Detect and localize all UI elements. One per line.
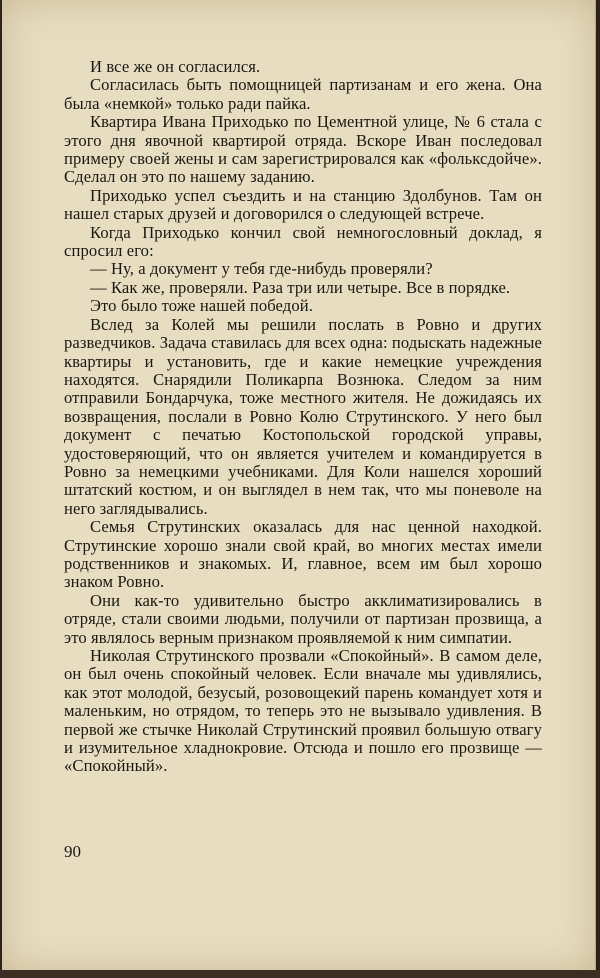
paragraph: Они как-то удивительно быстро акклиматизировались в отряде, стали своими людьми, получили от партизан прозвища, а это являлось верным признаком проявляемой к ним симпатии. bbox=[64, 590, 542, 647]
paragraph: Приходько успел съездить и на станцию Здолбунов. Там он нашел старых друзей и договорился о следующей встрече. bbox=[64, 185, 542, 224]
page-edge-shadow bbox=[0, 970, 600, 978]
paragraph: Семья Струтинских оказалась для нас ценной находкой. Струтинские хорошо знали свой край, во многих местах имели родственников и знакомых. И, главное, всем им был хорошо знаком Ровно. bbox=[64, 517, 542, 592]
paragraph: Когда Приходько кончил свой немногословный доклад, я спросил его: bbox=[64, 222, 542, 261]
paragraph: — Ну, а документ у тебя где-нибудь проверяли? bbox=[90, 259, 433, 279]
page-number: 90 bbox=[64, 842, 81, 861]
paragraph: И все же он согласился. bbox=[90, 57, 261, 76]
paragraph: Николая Струтинского прозвали «Спокойный». В самом деле, он был очень спокойный человек. Если вначале мы удивлялись, как этот молодой, безусый, розовощекий парень командует хотя и маленьким, но отрядом, то теперь это не вызывало удивления. В первой же стычке Николай Струтинский проявил большую отвагу и изумительное хладнокровие. Отсюда и пошло его прозвище — «Спокойный». bbox=[64, 646, 542, 776]
book-page bbox=[2, 0, 596, 972]
paragraph: Квартира Ивана Приходько по Цементной улице, № 6 стала с этого дня явочной квартирой отряда. Вскоре Иван последовал примеру своей жены и сам зарегистрировался как «фольксдойче». Сделал он это по нашему заданию. bbox=[64, 112, 542, 187]
paragraph: — Как же, проверяли. Раза три или четыре. Все в порядке. bbox=[90, 277, 511, 297]
body-text bbox=[64, 58, 542, 776]
paragraph: Это было тоже нашей победой. bbox=[90, 296, 313, 316]
paragraph: Согласилась быть помощницей партизанам и его жена. Она была «немкой» только ради пайка. bbox=[64, 75, 542, 113]
paragraph: Вслед за Колей мы решили послать в Ровно и других разведчиков. Задача ставилась для всех одна: подыскать надежные квартиры и установить, где и какие немецкие учреждения находятся. Снарядили Поликарпа Вознюка. Следом за ним отправили Бондарчука, тоже местного жителя. Не дожидаясь их возвращения, послали в Ровно Колю Струтинского. У него был документ с печатью Костопольской городской управы, удостоверяющий, что он является учителем и командируется в Ровно за немецкими учебниками. Для Коли нашелся хороший штатский костюм, и он выглядел в нем так, что мы поневоле на него заглядывались. bbox=[64, 314, 542, 518]
